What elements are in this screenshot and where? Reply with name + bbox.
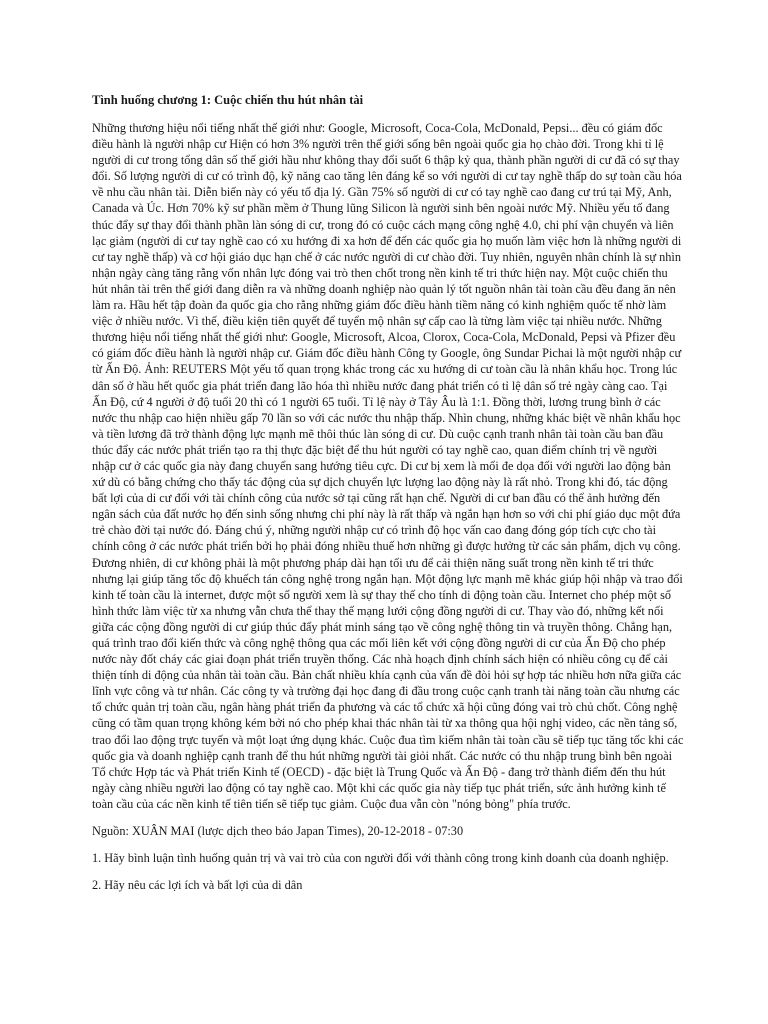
question-1: 1. Hãy bình luận tình huống quản trị và vai trò của con người đối với thành công trong kinh doanh của doanh nghiệp. — [92, 851, 669, 866]
document-body: Những thương hiệu nổi tiếng nhất thế giới như: Google, Microsoft, Coca-Cola, McDonald, Pepsi... đều có giám đốc điều hành là người nhập cư Hiện có hơn 3% người trên thế giới sống bên ngoài quốc gia họ chào đời. Trong khi tỉ lệ người di cư trong tổng dân số thế giới hầu như không thay đổi suốt 6 thập kỷ qua, thành phần người di cư đã có sự thay đổi. Số lượng người di cư có trình độ, kỹ năng cao tăng lên đáng kể so với người di cư tay nghề thấp do sự toàn cầu hóa về nhu cầu nhân tài. Diễn biến này có yếu tố địa lý. Gần 75% số người di cư có tay nghề cao đang cư trú tại Mỹ, Anh, Canada và Úc. Hơn 70% kỹ sư phần mềm ở Thung lũng Silicon là người sinh bên ngoài nước Mỹ. Nhiều yếu tố đang thúc đẩy sự thay đổi thành phần làn sóng di cư, trong đó có cuộc cách mạng công nghệ 4.0, chi phí vận chuyển và liên lạc giảm (người di cư tay nghề cao có xu hướng đi xa hơn để đến các quốc gia họ muốn làm việc hơn là những người di cư tay nghề thấp) và cơ hội giáo dục hạn chế ở các nước người di cư chào đời. Tuy nhiên, nguyên nhân chính là sự nhìn nhận ngày càng tăng rằng vốn nhân lực đóng vai trò then chốt trong nền kinh tế tri thức hiện nay. Một cuộc chiến thu hút nhân tài trên thế giới đang diễn ra và những doanh nghiệp nào quản lý tốt nguồn nhân tài toàn cầu đều đang ăn nên làm ra. Hầu hết tập đoàn đa quốc gia cho rằng những giám đốc điều hành tiềm năng có kinh nghiệm quốc tế nhờ làm việc ở nhiều nước. Vì thế, điều kiện tiên quyết để tuyển mộ nhân sự cấp cao là từng làm việc tại nhiều nước. Những thương hiệu nổi tiếng nhất thế giới như: Google, Microsoft, Alcoa, Clorox, Coca-Cola, McDonald, Pepsi và Pfizer đều có giám đốc điều hành là người nhập cư. Giám đốc điều hành Công ty Google, ông Sundar Pichai là một người nhập cư từ Ấn Độ. Ảnh: REUTERS Một yếu tố quan trọng khác trong các xu hướng di cư toàn cầu là nhân khẩu học. Trong lúc dân số ở hầu hết quốc gia phát triển đang lão hóa thì nhiều nước đang phát triển có tỉ lệ dân số trẻ ngày càng cao. Tại Ấn Độ, cứ 4 người ở độ tuổi 20 thì có 1 người 65 tuổi. Tỉ lệ này ở Tây Âu là 1:1. Đồng thời, lương trung bình ở các nước thu nhập cao hiện nhiều gấp 70 lần so với các nước thu nhập thấp. Nhìn chung, những khác biệt về nhân khẩu học và tiền lương đã trở thành động lực mạnh mẽ thôi thúc làn sóng di cư. Dù cuộc cạnh tranh nhân tài toàn cầu ban đầu thúc đẩy các nước phát triển tạo ra thị thực đặc biệt để thu hút người có tay nghề cao, quan điểm chính trị về người nhập cư ở các quốc gia này đang chuyển sang hướng tiêu cực. Di cư bị xem là mối đe dọa đối với người lao động bản xứ dù có bằng chứng cho thấy tác động của sự dịch chuyển lực lượng lao động này là rất nhỏ. Trong khi đó, tác động bất lợi của di cư đối với tài chính công của nước sở tại cũng rất hạn chế. Người di cư ban đầu có thể ảnh hưởng đến ngân sách của đất nước họ đến sinh sống nhưng chi phí này là rất thấp và ngắn hạn hơn so với chi phí giáo dục một đứa trẻ chào đời tại nước đó. Đáng chú ý, những người nhập cư có trình độ học vấn cao đang đóng góp tích cực cho tài chính công ở các nước phát triển bởi họ phải đóng nhiều thuế hơn những gì được hưởng từ các sản phẩm, dịch vụ công. Đương nhiên, di cư không phải là một phương pháp dài hạn tối ưu để cải thiện năng suất trong nền kinh tế tri thức nhưng lại giúp tăng tốc độ khuếch tán công nghệ trong ngắn hạn. Một động lực mạnh mẽ khác giúp hội nhập và trao đổi kinh tế toàn cầu là internet, được một số người xem là sự thay thế cho tính di động toàn cầu. Internet cho phép một số hình thức làm việc từ xa nhưng vẫn chưa thể thay thế mạng lưới cộng đồng người di cư. Thay vào đó, những kết nối giữa các cộng đồng người di cư giúp thúc đẩy phát minh sáng tạo về công nghệ thông tin và truyền thông. Chẳng hạn, quá trình trao đổi kiến thức và công nghệ thông qua các mối liên kết với cộng đồng người di cư của Ấn Độ cho phép nước này đốt cháy các giai đoạn phát triển truyền thống. Các nhà hoạch định chính sách hiện có nhiều công cụ để cải thiện tính di động của nhân tài toàn cầu. Bản chất nhiều khía cạnh của vấn đề đòi hỏi sự hợp tác nhiều hơn nữa giữa các lĩnh vực công và tư nhân. Các công ty và trường đại học đang đi đầu trong cuộc cạnh tranh tài năng toàn cầu nhưng các tổ chức quản trị toàn cầu, ngân hàng phát triển đa phương và các tổ chức xã hội cũng đóng vai trò chủ chốt. Công nghệ cũng có tầm quan trọng không kém bởi nó cho phép khai thác nhân tài từ xa thông qua hội nghị video, các nền tảng số, trao đổi lao động trực tuyến và một loạt ứng dụng khác. Cuộc đua tìm kiếm nhân tài toàn cầu sẽ tiếp tục tăng tốc khi các quốc gia và doanh nghiệp cạnh tranh để thu hút những người tài giỏi nhất. Các nước có thu nhập trung bình bên ngoài Tổ chức Hợp tác và Phát triển Kinh tế (OECD) - đặc biệt là Trung Quốc và Ấn Độ - đang trở thành điểm đến thu hút ngày càng nhiều người lao động có tay nghề cao. Một khi các quốc gia này tiếp tục phát triển, sức ảnh hưởng kinh tế toàn cầu của các nền kinh tế tiên tiến sẽ tiếp tục giảm. Cuộc đua vẫn còn "nóng bỏng" phía trước. — [92, 121, 684, 811]
document-title: Tình huống chương 1: Cuộc chiến thu hút nhân tài — [92, 93, 364, 107]
document-page — [92, 92, 684, 904]
document-source: Nguồn: XUÂN MAI (lược dịch theo báo Japan Times), 20-12-2018 - 07:30 — [92, 824, 464, 839]
question-2: 2. Hãy nêu các lợi ích và bất lợi của di dân — [92, 878, 303, 893]
